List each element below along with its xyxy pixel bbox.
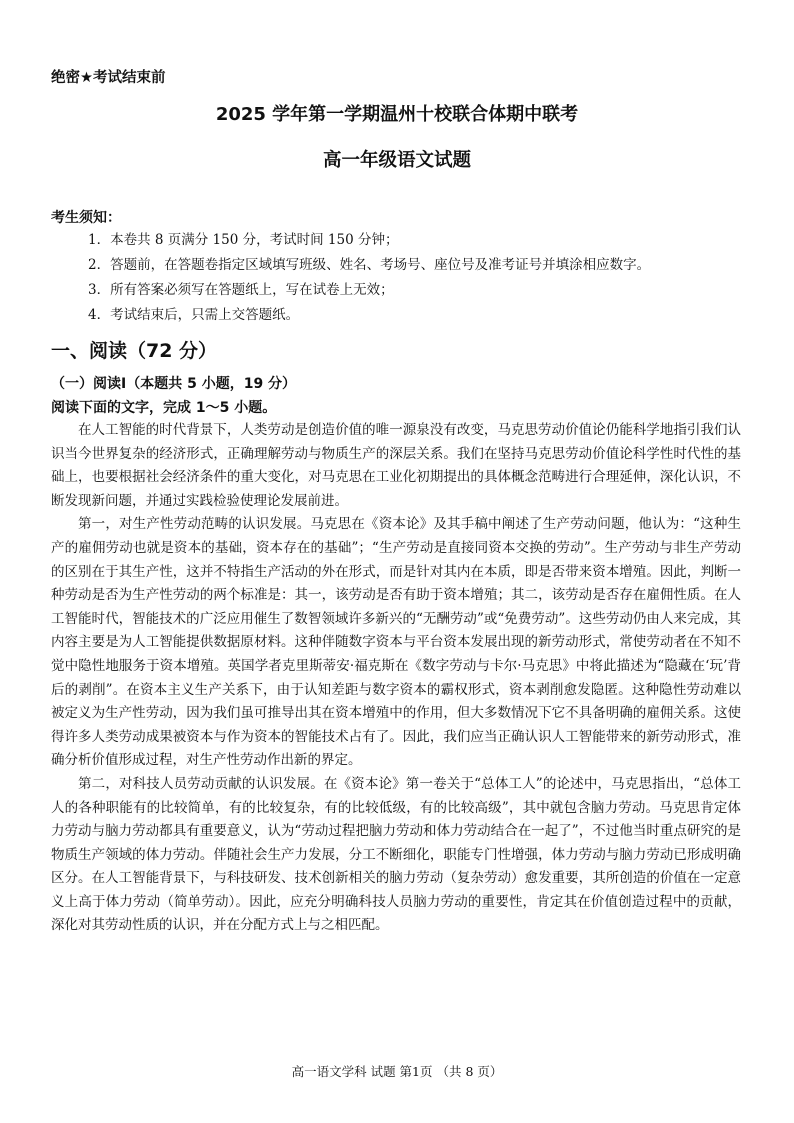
reading-instruction: 阅读下面的文字，完成 1～5 小题。 — [51, 400, 277, 416]
subsection-title: （一）阅读Ⅰ（本题共 5 小题，19 分） — [51, 376, 297, 392]
notice-item: 2．答题前，在答题卷指定区域填写班级、姓名、考场号、座位号及准考证号并填涂相应数字。 — [88, 257, 651, 273]
passage-paragraph: 第二，对科技人员劳动贡献的认识发展。在《资本论》第一卷关于“总体工人”的论述中，马克思指出，“总体工人的各种职能有的比较简单，有的比较复杂，有的比较低级，有的比较高级”，其中就包含脑力劳动。马克思肯定体力劳动与脑力劳动都具有重要意义，认为“劳动过程把脑力劳动和体力劳动结合在一起了”，不过他当时重点研究的是物质生产领域的体力劳动。伴随社会生产力发展，分工不断细化，职能专门性增强，体力劳动与脑力劳动已形成明确区分。在人工智能背景下，与科技研发、技术创新相关的脑力劳动（复杂劳动）愈发重要，其所创造的价值在一定意义上高于体力劳动（简单劳动）。因此，应充分明确科技人员脑力劳动的重要性，肯定其在价值创造过程中的贡献，深化对其劳动性质的认识，并在分配方式上与之相匹配。 — [51, 775, 741, 934]
notice-title: 考生须知： — [51, 210, 121, 226]
passage-paragraph: 第一，对生产性劳动范畴的认识发展。马克思在《资本论》及其手稿中阐述了生产劳动问题，他认为：“这种生产的雇佣劳动也就是资本的基础，资本存在的基础”；“生产劳动是直接同资本交换的劳动”。生产劳动与非生产劳动的区别在于其生产性，这并不特指生产活动的外在形式，而是针对其内在本质，即是否带来资本增殖。因此，判断一种劳动是否为生产性劳动的两个标准是：其一，该劳动是否有助于资本增殖；其二，该劳动是否存在雇佣性质。在人工智能时代，智能技术的广泛应用催生了数智领域许多新兴的“无酬劳动”或“免费劳动”。这些劳动仍由人来完成，其内容主要是为人工智能提供数据原材料。这种伴随数字资本与平台资本发展出现的新劳动形式，常使劳动者在不知不觉中隐性地服务于资本增殖。英国学者克里斯蒂安·福克斯在《数字劳动与卡尔·马克思》中将此描述为“隐藏在‘玩’背后的剥削”。在资本主义生产关系下，由于认知差距与数字资本的霸权形式，资本剥削愈发隐匿。这种隐性劳动难以被定义为生产性劳动，因为我们虽可推导出其在资本增殖中的作用，但大多数情况下它不具备明确的雇佣关系。这使得许多人类劳动成果被资本与作为资本的智能技术占有了。因此，我们应当正确认识人工智能带来的新劳动形式，准确分析价值形成过程，对生产性劳动作出新的界定。 — [51, 516, 741, 769]
paper-title: 高一年级语文试题 — [322, 150, 471, 171]
notice-list — [88, 228, 650, 328]
section-title: 一、阅读（72 分） — [51, 340, 218, 362]
passage-paragraph: 在人工智能的时代背景下，人类劳动是创造价值的唯一源泉没有改变，马克思劳动价值论仍能科学地指引我们认识当今世界复杂的经济形式，正确理解劳动与物质生产的深层关系。我们在坚持马克思劳动价值论科学性时代性的基础上，也要根据社会经济条件的重大变化，对马克思在工业化初期提出的具体概念范畴进行合理延伸，深化认识，不断发现新问题，并通过实践检验使理论发展前进。 — [51, 422, 741, 509]
reading-passage — [51, 419, 741, 938]
page-footer: 高一语文学科 试题 第1页 （共 8 页） — [291, 1064, 503, 1079]
notice-item: 4．考试结束后，只需上交答题纸。 — [88, 307, 300, 323]
confidential-label: 绝密★考试结束前 — [51, 70, 166, 86]
notice-item: 1．本卷共 8 页满分 150 分，考试时间 150 分钟； — [88, 232, 399, 248]
notice-item: 3．所有答案必须写在答题纸上，写在试卷上无效； — [88, 282, 394, 298]
exam-title: 2025 学年第一学期温州十校联合体期中联考 — [215, 104, 579, 125]
